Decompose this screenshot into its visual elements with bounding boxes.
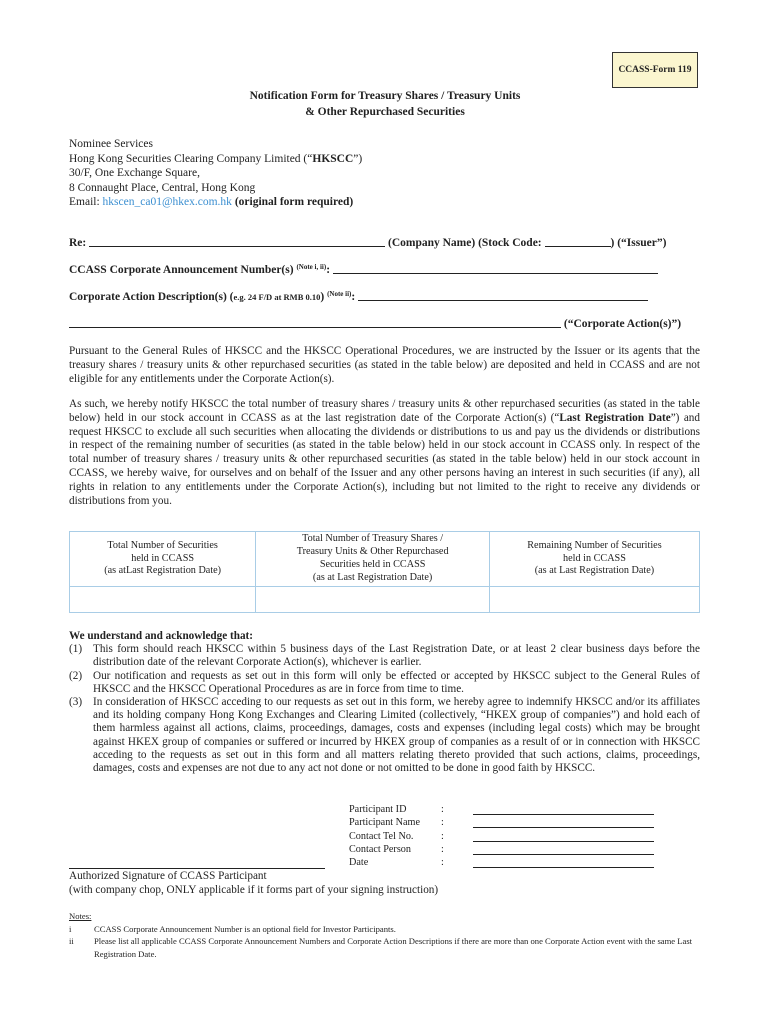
acknowledgement-heading: We understand and acknowledge that:	[69, 630, 253, 642]
participant-name-label: Participant Name	[349, 817, 421, 829]
description-row	[69, 290, 648, 303]
header-text: (as at Last Registration Date)	[312, 571, 433, 583]
description-example: e.g. 24 F/D at RMB 0.10	[233, 292, 321, 302]
corporate-actions-label: (“Corporate Action(s)”)	[561, 318, 682, 330]
contact-person-row	[349, 844, 659, 857]
form-number-badge	[612, 52, 698, 88]
description-field-1[interactable]	[358, 290, 648, 301]
item-text: In consideration of HKSCC acceding to our requests as set out in this form, we hereby agree to indemnify HKSCC and/or its affiliates and its holding company Hong Kong Exchanges and Clearing Limited (collectively, “HKEX group of companies”) and hold each of them harmless against all actions, claims, proceedings, damages, costs and expenses (including legal costs) which may be brought against HKEX group of companies or suffered or incurred by HKEX group of companies as a result of or in connection with HKSCC acceding to the requests as set out in this form and all matters relating thereto provided that such actions, claims, proceedings, damages, costs and expenses are not due to any act not done or not omitted to be done in good faith by HKSCC.	[93, 696, 700, 775]
issuer-label: ) (“Issuer”)	[610, 237, 667, 249]
acknowledgement-item	[69, 696, 700, 775]
header-total-securities	[70, 532, 256, 587]
header-treasury-shares	[256, 532, 490, 587]
address-line-4: 8 Connaught Place, Central, Hong Kong	[69, 181, 256, 194]
participant-id-row	[349, 804, 659, 817]
header-text: Securities held in CCASS	[319, 559, 426, 570]
notes-section	[69, 910, 703, 960]
address-line-1: Nominee Services	[69, 138, 153, 150]
description-label: Corporate Action Description(s) (	[69, 291, 234, 303]
table-input-row	[70, 587, 700, 613]
recipient-address	[69, 137, 362, 210]
stock-code-field[interactable]	[545, 236, 611, 247]
note-number: i	[69, 923, 72, 934]
email-note: (original form required)	[231, 196, 354, 209]
corporate-actions-row	[69, 317, 681, 330]
re-row	[69, 236, 666, 249]
header-text: Total Number of Treasury Shares /	[302, 533, 444, 545]
address-line-2-text: Hong Kong Securities Clearing Company Limited (“	[69, 152, 313, 165]
signature-instruction: (with company chop, ONLY applicable if it forms part of your signing instruction)	[69, 884, 439, 896]
email-label: Email:	[69, 196, 103, 209]
treasury-shares-input[interactable]	[256, 587, 490, 613]
address-line-3: 30/F, One Exchange Square,	[69, 167, 200, 180]
description-note-ref: (Note ii)	[327, 290, 352, 298]
remaining-securities-input[interactable]	[489, 587, 699, 613]
paragraph-notification-part1: As such, we hereby notify HKSCC the total number of treasury shares / treasury units & other repurchased securities (as stated in the table below) held in our stock account in CCASS as at the last registration date of the Corporate Action(s) (“	[69, 398, 700, 424]
announcement-number-field[interactable]	[333, 263, 658, 274]
note-item	[69, 935, 703, 960]
email-link[interactable]: hkscen_ca01@hkex.com.hk	[102, 196, 232, 209]
item-number: (3)	[69, 696, 83, 709]
announcement-label: CCASS Corporate Announcement Number(s)	[69, 264, 297, 276]
total-securities-input[interactable]	[70, 587, 256, 613]
description-colon: :	[351, 291, 359, 303]
header-text: held in CCASS	[563, 552, 626, 564]
participant-id-field[interactable]	[473, 814, 654, 815]
item-number: (2)	[69, 669, 83, 682]
item-text: Our notification and requests as set out in this form will only be effected or accepted by HKSCC subject to the General Rules of HKSCC and the HKSCC Operational Procedures as are in force from time to time.	[93, 669, 700, 695]
signature-block	[69, 869, 438, 897]
field-colon: :	[441, 843, 444, 855]
contact-person-field[interactable]	[473, 854, 654, 855]
company-name-field[interactable]	[89, 236, 385, 247]
header-text: held in CCASS	[131, 552, 195, 564]
hkscc-abbrev: HKSCC	[312, 152, 354, 165]
acknowledgement-item	[69, 670, 700, 696]
header-text: (as at Last Registration Date)	[534, 565, 655, 577]
note-item	[69, 923, 703, 936]
header-text: Treasury Units & Other Repurchased	[296, 546, 449, 558]
participant-name-row	[349, 817, 659, 830]
address-line-2-close: ”)	[353, 152, 363, 165]
company-name-label: (Company Name) (Stock Code:	[385, 237, 545, 249]
contact-tel-row	[349, 831, 659, 844]
note-text: Please list all applicable CCASS Corporate Announcement Numbers and Corporate Action Descriptions if there are more than one Corporate Action event with the same Last Registration Date.	[94, 936, 693, 959]
announcement-note-ref: (Note i, ii)	[296, 263, 327, 271]
securities-table	[69, 531, 700, 613]
acknowledgement-item	[69, 643, 700, 669]
field-colon: :	[441, 830, 444, 842]
notes-title: Notes:	[69, 911, 92, 921]
date-label: Date	[349, 857, 369, 869]
contact-tel-label: Contact Tel No.	[349, 830, 414, 842]
participant-id-label: Participant ID	[349, 804, 407, 815]
header-text: Remaining Number of Securities	[527, 539, 662, 551]
participant-name-field[interactable]	[473, 827, 654, 828]
item-text: This form should reach HKSCC within 5 business days of the Last Registration Date, or at least 2 clear business days before the distribution date of the relevant Corporate Action(s), whichever is earlier.	[93, 643, 700, 669]
item-number: (1)	[69, 643, 83, 656]
announcement-colon: :	[326, 264, 333, 276]
acknowledgement-section	[69, 630, 700, 775]
paragraph-notification	[69, 398, 700, 508]
contact-tel-field[interactable]	[473, 841, 654, 842]
address-line-2	[69, 152, 362, 167]
header-text: Total Number of Securities	[107, 539, 218, 551]
field-colon: :	[441, 857, 444, 869]
form-title-line2: & Other Repurchased Securities	[305, 106, 465, 118]
form-title-line1: Notification Form for Treasury Shares / Treasury Units	[249, 90, 521, 102]
signature-label: Authorized Signature of CCASS Participant	[69, 870, 267, 882]
paragraph-instruction: Pursuant to the General Rules of HKSCC and the HKSCC Operational Procedures, we are instructed by the Issuer or its agents that the treasury shares / treasury units & other repurchased securities (as stated in the table below) are deposited and held in CCASS and are not eligible for any entitlements under the Corporate Action(s).	[69, 345, 700, 385]
header-text: (as atLast Registration Date)	[104, 565, 222, 577]
announcement-row	[69, 263, 658, 276]
paragraph-notification-part2: ”) and request HKSCC to exclude all such securities when allocating the dividends or distributions to us and pay us the dividends or distributions in respect of the remaining number of securities (as stated in the table below) held in our stock account in CCASS only. In respect of the total number of treasury shares / treasury units & other repurchased securities (as stated in the table below) held in our stock account in CCASS, we hereby waive, for ourselves and on behalf of the Issuer and any other persons having an interest in such securities (if any), all rights in relation to any entitlements under the Corporate Action(s), including but not limited to the right to receive any dividends or distributions from you.	[69, 411, 700, 507]
re-label: Re:	[69, 237, 90, 249]
email-line	[69, 195, 362, 210]
field-colon: :	[441, 817, 444, 829]
last-registration-date-term: Last Registration Date	[559, 411, 671, 424]
description-close: )	[320, 291, 328, 303]
contact-person-label: Contact Person	[349, 843, 411, 855]
table-header-row	[70, 532, 700, 587]
description-field-2[interactable]	[69, 317, 561, 328]
header-remaining-securities	[489, 532, 699, 587]
participant-details	[349, 804, 659, 870]
date-field[interactable]	[473, 867, 654, 868]
field-colon: :	[441, 804, 444, 815]
form-number: CCASS-Form 119	[618, 65, 692, 75]
note-number: ii	[69, 936, 74, 946]
note-text: CCASS Corporate Announcement Number is an optional field for Investor Participants.	[94, 923, 396, 934]
